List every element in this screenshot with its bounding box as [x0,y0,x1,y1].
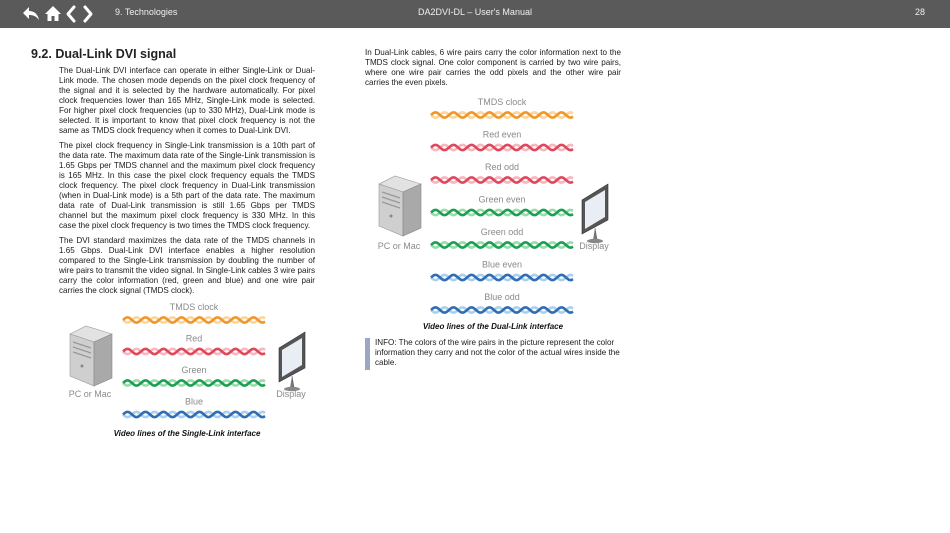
pc-or-mac-label: PC or Mac [68,389,112,399]
wire-label: TMDS clock [169,302,219,312]
wire-pair [431,97,573,118]
wire-pair [123,397,265,418]
top-navigation-bar [0,0,950,28]
single-link-diagram [60,298,320,426]
wire-label: Red [185,333,203,344]
single-link-caption: Video lines of the Single-Link interface [113,429,261,438]
wire-pair [431,162,573,183]
left-column [59,66,315,301]
paragraph: The DVI standard maximizes the data rate of the TMDS channels in 1.65 Gbps. Dual-Link DVI interface enables a higher resolution compared to the Single-Link transmission by doubling the number of wire pairs to transmit the video signal. In Single-Link cables 3 wire pairs carry the color information (red, green and blue) and one wire pair carries the clock signal (TMDS clock). [59,236,315,295]
wire-pair [431,130,573,151]
wire-pair [123,365,265,386]
wire-label: Blue [184,396,204,407]
display-label: Display [276,389,306,399]
wire-pair [431,227,573,248]
display-monitor-icon [279,332,305,391]
section-breadcrumb[interactable]: 9. Technologies [115,7,178,17]
wire-pair [431,260,573,281]
right-column [365,48,621,93]
wire-label: Blue even [481,259,523,270]
info-text: INFO: The colors of the wire pairs in the picture represent the color information they carry and not the color of the actual wires inside the cable. [375,338,620,367]
pc-tower-icon [70,326,112,386]
wire-label: Green odd [480,227,524,237]
wire-label: TMDS clock [477,97,527,107]
wire-label: Green even [478,194,526,205]
display-monitor-icon [582,184,608,243]
wire-pair [123,302,265,323]
wire-label: Red even [482,129,522,140]
wire-label: Red odd [484,162,520,172]
wire-pair [431,292,573,313]
paragraph: In Dual-Link cables, 6 wire pairs carry the color information next to the TMDS clock signal. One color component is carried by two wire pairs, where one wire pair carries the odd pixels and the other wire pair carries the even pixels. [365,48,621,87]
section-heading: 9.2. Dual-Link DVI signal [31,47,177,61]
document-title: DA2DVI-DL – User's Manual [418,7,532,17]
wire-label: Green [181,365,207,375]
wire-pair [123,334,265,355]
paragraph: The Dual-Link DVI interface can operate in either Single-Link or Dual-Link mode. The chosen mode depends on the pixel clock frequency of the signal and it is selected by the hardware automatically. For pixel clock frequencies lower than 165 MHz, Single-Link mode is selected. For higher pixel clock frequencies (up to 330 MHz), Dual-Link mode is selected. It is important to know that pixel clock frequency is not the same as TMDS clock frequency when it comes to Dual-Link DVI. [59,66,315,135]
pc-or-mac-label: PC or Mac [377,241,421,251]
wire-pair [431,195,573,216]
pc-tower-icon [379,176,421,236]
page-number: 28 [914,7,925,17]
wire-label: Blue odd [484,292,520,302]
dual-link-diagram [366,94,622,318]
display-label: Display [579,241,609,251]
info-bar [365,338,370,370]
dual-link-caption: Video lines of the Dual-Link interface [422,322,564,331]
paragraph: The pixel clock frequency in Single-Link transmission is a 10th part of the data rate. The maximum data rate of the Single-Link transmission is 1.65 Gbps per TMDS channel and the maximum pixel clock frequency is 165 MHz. In this case the pixel clock frequency equals the TMDS clock frequency. The pixel clock frequency in Dual-Link transmission (when in Dual-Link mode) is a 5th part of the data rate. The maximum data rate of Dual-Link transmission is still 1.65 Gbps per TMDS channel but the maximum pixel clock frequency is 330 MHz. In this case the pixel clock frequency is two times the TMDS clock frequency. [59,141,315,230]
info-note [365,338,621,368]
